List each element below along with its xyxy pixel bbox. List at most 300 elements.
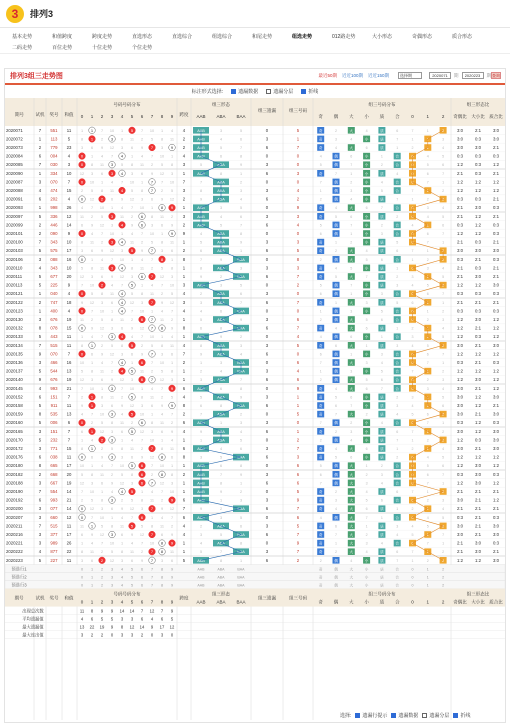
row-sum: 11 — [66, 557, 72, 563]
dist2-miss: 3 — [442, 378, 445, 383]
dist2-miss: 2 — [319, 378, 322, 383]
opt-missing-data[interactable]: 遗漏数据 — [231, 88, 258, 95]
dist-miss: 11 — [170, 343, 174, 348]
dist2-miss: 3 — [350, 369, 353, 374]
dist2-label: 0 — [411, 378, 414, 383]
dist2-miss: 2 — [335, 490, 337, 495]
dist2-label: 2 — [442, 438, 445, 443]
dist-miss: 5 — [140, 524, 144, 529]
dist2-miss: 3 — [350, 309, 353, 314]
hdr-form-2: BAA — [236, 114, 246, 119]
dist2-miss: 4 — [319, 335, 322, 340]
dist2-miss: 7 — [380, 386, 383, 391]
from-issue-input[interactable]: 2020071 — [429, 72, 451, 79]
dist2-miss: 5 — [350, 266, 353, 271]
dist-miss: 2 — [100, 240, 104, 245]
row-span: 3 — [182, 213, 186, 219]
recent50-link[interactable]: 最近50期 — [318, 72, 337, 78]
summary-digit: 3 — [110, 583, 114, 588]
form-label: ABA — [217, 266, 225, 271]
dist-miss: 6 — [80, 429, 84, 434]
nav-link-10[interactable]: 奇偶形态 — [412, 34, 433, 40]
form-miss: 8 — [219, 481, 223, 486]
nav-link-9[interactable]: 大小形态 — [372, 34, 393, 40]
dist-miss: 9 — [170, 223, 174, 228]
dist2-label: 合 — [395, 352, 399, 357]
form-miss: 5 — [219, 146, 223, 151]
checkbox-icon[interactable] — [266, 89, 271, 94]
dist-ball-num: 2 — [100, 282, 104, 288]
dist-miss: 2 — [170, 214, 174, 219]
dist-ball-num: 7 — [150, 299, 154, 305]
stats-val: 9 — [110, 608, 114, 614]
dist-ball-num: 8 — [160, 540, 164, 546]
form-miss: 7 — [219, 550, 223, 555]
form-miss: 9 — [219, 335, 223, 340]
row-sum: 12 — [66, 213, 72, 219]
dist2-label: 合 — [395, 386, 399, 391]
dist2-label: 小 — [364, 352, 369, 357]
dist-miss: 9 — [110, 481, 114, 486]
dist2-label: 奇 — [318, 524, 323, 529]
dist2-miss: 3 — [365, 361, 368, 366]
nav-link-4[interactable]: 直选综合 — [172, 34, 193, 40]
checkbox-icon[interactable] — [231, 89, 236, 94]
row-test: 3 — [38, 428, 42, 434]
row-sum: 6 — [67, 420, 71, 426]
dist-miss: 6 — [170, 249, 174, 254]
dist-miss: 8 — [100, 292, 104, 297]
dist-ball-num: 9 — [170, 145, 174, 151]
dist-miss: 11 — [130, 137, 134, 142]
nav-link-14[interactable]: 十位走势 — [92, 45, 113, 51]
row-g3miss: 3 — [265, 317, 269, 323]
dist2-miss: 4 — [380, 361, 383, 366]
form-miss: 1 — [239, 249, 243, 254]
dist-miss: 5 — [80, 369, 84, 374]
dist2-miss: 1 — [380, 515, 383, 520]
form-label: AAB — [197, 515, 205, 520]
dist2-label: 2 — [442, 558, 445, 563]
footer-opt3[interactable]: 遗漏分层 — [422, 712, 449, 719]
nav-link-12[interactable]: 二码走势 — [12, 45, 33, 51]
form-miss: 3 — [199, 455, 203, 460]
row-ratio: 0:3 — [493, 205, 499, 211]
dist2-miss: 1 — [442, 180, 445, 185]
nav-link-2[interactable]: 跨度走势 — [92, 34, 113, 40]
dist2-label: 奇 — [318, 128, 323, 133]
dist-ball-num: 7 — [150, 549, 154, 555]
dist-miss: 12 — [109, 249, 115, 254]
nav-link-5[interactable]: 组选综合 — [212, 34, 233, 40]
dist-miss: 5 — [110, 550, 114, 555]
row-ratio: 1:2 — [457, 317, 463, 323]
to-issue-input[interactable]: 2020223 — [462, 72, 484, 79]
dist-miss: 7 — [110, 154, 114, 159]
dist2-miss: 6 — [411, 300, 414, 305]
form-label: AAB — [197, 335, 205, 340]
dist2-label: 偶 — [334, 378, 338, 383]
dist-miss: 11 — [100, 369, 104, 374]
form-miss: 8 — [239, 464, 243, 469]
stats-label: 最大连出值 — [22, 632, 44, 638]
stats-val: 12 — [129, 624, 135, 630]
row-prize: 334 — [50, 170, 58, 176]
dist-miss: 4 — [150, 490, 154, 495]
dist-miss: 4 — [110, 490, 114, 495]
dist2-miss: 4 — [350, 197, 353, 202]
stats-hdr-dist2-col: 奇 — [318, 599, 323, 605]
row-prize: 443 — [50, 334, 58, 340]
form-label: ABA — [217, 163, 225, 168]
dist2-label: 偶 — [334, 438, 338, 443]
dist2-label: 0 — [411, 309, 414, 314]
dist-miss: 9 — [130, 533, 134, 538]
dist-miss: 11 — [160, 214, 164, 219]
row-sum: 5 — [67, 136, 71, 142]
row-span: 3 — [182, 188, 186, 194]
row-g3miss: 6 — [265, 274, 269, 280]
dist-miss: 8 — [110, 318, 114, 323]
dist2-miss: 7 — [426, 361, 429, 366]
dist2-miss: 2 — [442, 189, 445, 194]
stats-hdr-ratio-col: 质合比 — [489, 599, 503, 605]
dist-miss: 10 — [159, 464, 165, 469]
dist2-label: 大 — [349, 326, 354, 331]
dist2-label: 1 — [426, 189, 429, 194]
stats-hdr-dist: 号码号码分布 — [113, 591, 141, 597]
dist2-miss: 5 — [396, 300, 399, 305]
form-label: BAA — [237, 455, 245, 460]
dist2-miss: 1 — [426, 309, 429, 314]
row-issue: 2020099 — [6, 222, 23, 228]
row-g3prize: 5 — [296, 411, 300, 417]
form-miss: 2 — [199, 369, 203, 374]
dist2-miss: 7 — [380, 206, 383, 211]
row-g3miss: 3 — [265, 523, 269, 529]
dist2-miss: 1 — [396, 507, 399, 512]
dist2-miss: 7 — [396, 558, 399, 563]
summary-dist2: 合 — [395, 583, 399, 588]
dist-miss: 8 — [110, 524, 114, 529]
dist-miss: 10 — [149, 232, 155, 237]
row-ratio: 2:1 — [457, 205, 463, 211]
dist-ball-num: 7 — [150, 248, 154, 254]
dist-miss: 1 — [100, 490, 104, 495]
nav-link-3[interactable]: 直选形态 — [132, 34, 153, 40]
dist-miss: 4 — [170, 128, 174, 133]
dist2-label: 偶 — [334, 421, 338, 426]
dist-miss: 8 — [110, 421, 114, 426]
dist-miss: 9 — [120, 507, 124, 512]
dist-miss: 12 — [109, 146, 115, 151]
dist-miss: 11 — [160, 421, 164, 426]
summary-dist2: 1 — [426, 567, 429, 572]
row-sum: 11 — [66, 454, 72, 460]
dist2-label: 2 — [442, 283, 445, 288]
nav-link-13[interactable]: 百位走势 — [52, 45, 73, 51]
dist2-miss: 2 — [411, 146, 414, 151]
dist-miss: 10 — [89, 283, 95, 288]
dist-miss: 1 — [160, 335, 164, 340]
dist-miss: 2 — [130, 214, 134, 219]
row-sum: 15 — [66, 188, 72, 194]
dist2-label: 偶 — [334, 292, 338, 297]
dist-miss: 6 — [120, 429, 124, 434]
row-sum: 10 — [66, 170, 72, 176]
dist2-miss: 4 — [396, 412, 399, 417]
dist2-label: 0 — [411, 180, 414, 185]
nav-link-1[interactable]: 和值跨度 — [52, 34, 73, 40]
row-span: 2 — [182, 136, 186, 142]
row-test: 1 — [38, 291, 42, 297]
row-sum: 14 — [66, 506, 72, 512]
dist-miss: 8 — [140, 395, 144, 400]
summary-digit: 2 — [100, 583, 104, 588]
row-prize: 993 — [50, 497, 58, 503]
dist-ball-num: 2 — [100, 196, 104, 202]
row-g3miss: 3 — [265, 239, 269, 245]
row-span: 8 — [182, 403, 186, 409]
dist-miss: 7 — [100, 232, 104, 237]
form-miss: 3 — [239, 343, 243, 348]
dist-ball-num: 7 — [150, 145, 154, 151]
dist-miss: 1 — [80, 541, 84, 546]
stats-val: 2 — [140, 632, 144, 638]
dist-miss: 3 — [140, 197, 144, 202]
stats-label: 出现总次数 — [22, 608, 44, 614]
footer-opt2[interactable]: 遗漏数据 — [391, 712, 418, 719]
summary-dist2: 偶 — [334, 567, 338, 572]
row-ratio: 1:2 — [475, 368, 481, 374]
dist2-miss: 4 — [442, 447, 445, 452]
row-ratio: 3:0 — [457, 145, 463, 151]
dist2-miss: 6 — [442, 404, 445, 409]
row-g3prize: 8 — [296, 256, 300, 262]
dist2-label: 奇 — [318, 214, 323, 219]
form-label: BAA — [237, 550, 245, 555]
row-prize: 151 — [50, 394, 58, 400]
checkbox-icon[interactable] — [301, 89, 306, 94]
dist-miss: 5 — [130, 189, 134, 194]
row-prize: 779 — [50, 145, 58, 151]
dist-miss: 7 — [110, 464, 114, 469]
form-label: AAB — [197, 421, 205, 426]
row-ratio: 1:2 — [457, 377, 463, 383]
dist2-miss: 7 — [335, 533, 337, 538]
row-prize: 668 — [50, 471, 58, 477]
row-test: 7 — [38, 127, 42, 133]
dist2-label: 大 — [349, 481, 354, 486]
dist2-label: 偶 — [334, 361, 338, 366]
dist-miss: 2 — [140, 343, 144, 348]
stats-hdr-digit: 7 — [150, 599, 154, 605]
dist2-miss: 3 — [442, 318, 445, 323]
opt-missing-layer[interactable]: 遗漏分层 — [266, 88, 293, 95]
summary-dist2: 0 — [411, 567, 414, 572]
dist-miss: 6 — [100, 378, 104, 383]
dist-miss: 3 — [170, 378, 174, 383]
dist-miss: 7 — [160, 490, 164, 495]
row-ratio: 0:3 — [475, 170, 481, 176]
row-issue: 2020073 — [6, 145, 23, 151]
row-prize: 771 — [50, 446, 58, 452]
dist-miss: 9 — [100, 146, 104, 151]
dist-miss: 6 — [120, 533, 124, 538]
row-span: 2 — [182, 360, 186, 366]
row-prize: 989 — [50, 540, 58, 546]
dist2-miss: 1 — [350, 352, 353, 357]
row-sum: 17 — [66, 463, 72, 469]
dist2-label: 奇 — [318, 404, 323, 409]
stats-val: 6 — [90, 616, 94, 622]
nav-link-11[interactable]: 质合形态 — [452, 34, 473, 40]
footer-opt4[interactable]: 折线 — [453, 712, 470, 719]
row-g3prize: 5 — [296, 523, 300, 529]
dist-miss: 8 — [150, 524, 154, 529]
row-test: 7 — [38, 523, 42, 529]
form-miss: 8 — [239, 541, 243, 546]
row-span: 5 — [182, 557, 186, 563]
row-span: 8 — [182, 325, 186, 331]
dist2-label: 合 — [395, 189, 399, 194]
dist-miss: 10 — [149, 335, 155, 340]
stats-hdr-digit: 5 — [130, 599, 134, 605]
nav-link-6[interactable]: 和尾走势 — [252, 34, 273, 40]
period-select[interactable]: 选择期 — [398, 72, 422, 79]
row-ratio: 3:0 — [457, 411, 463, 417]
row-g3miss: 0 — [265, 127, 269, 133]
dist-miss: 12 — [79, 171, 85, 176]
row-ratio: 3:0 — [475, 248, 481, 254]
summary-form: BAA — [237, 583, 245, 588]
recent150-link[interactable]: 近近150期 — [367, 72, 389, 78]
query-button[interactable]: 查询 — [492, 73, 500, 78]
checkbox-icon[interactable] — [453, 713, 458, 718]
row-g3prize: 6 — [296, 463, 300, 469]
dist-miss: 3 — [170, 171, 174, 176]
summary-digit: 4 — [120, 583, 124, 588]
dist2-miss: 4 — [380, 180, 383, 185]
row-g3miss: 6 — [265, 532, 269, 538]
dist-miss: 8 — [120, 137, 124, 142]
row-sum: 11 — [66, 523, 72, 529]
dist-miss: 10 — [149, 541, 155, 546]
row-g3miss: 3 — [265, 342, 269, 348]
dist-miss: 9 — [170, 326, 174, 331]
row-ratio: 3:0 — [457, 446, 463, 452]
dist-miss: 5 — [80, 266, 84, 271]
row-span: 1 — [182, 317, 186, 323]
row-span: 4 — [182, 291, 186, 297]
chart-panel — [4, 68, 506, 723]
opt-polyline[interactable]: 折线 — [301, 88, 318, 95]
row-span: 2 — [182, 248, 186, 254]
dist-miss: 9 — [120, 404, 124, 409]
row-ratio: 3:0 — [457, 127, 463, 133]
row-ratio: 2:1 — [475, 342, 481, 348]
dist-miss: 10 — [149, 438, 155, 443]
row-ratio: 0:3 — [493, 360, 499, 366]
nav-link-7[interactable]: 组选走势 — [292, 34, 313, 40]
row-span: 9 — [182, 231, 186, 237]
nav-link-0[interactable]: 基本走势 — [12, 34, 33, 40]
dist2-miss: 6 — [380, 378, 383, 383]
dist2-label: 0 — [411, 240, 414, 245]
footer-opt1[interactable]: 遗漏行提示 — [355, 712, 387, 719]
row-issue: 2020188 — [6, 480, 23, 486]
form-miss: 6 — [239, 137, 243, 142]
row-ratio: 0:3 — [475, 334, 481, 340]
hdr-form: 组三形态 — [212, 102, 230, 107]
row-span: 6 — [182, 514, 186, 520]
dist2-miss: 6 — [365, 507, 368, 512]
dist2-miss: 3 — [411, 335, 414, 340]
dist-miss: 9 — [110, 378, 114, 383]
row-issue: 2020133 — [6, 334, 23, 340]
nav-link-15[interactable]: 个位走势 — [132, 45, 153, 51]
dist-miss: 11 — [130, 550, 134, 555]
dist-ball-num: 4 — [120, 360, 124, 366]
dist2-miss: 5 — [335, 275, 337, 280]
recent100-link[interactable]: 近近100期 — [341, 72, 363, 78]
row-ratio: 1:2 — [457, 368, 463, 374]
form-label: AAB — [197, 154, 205, 159]
dist-miss: 5 — [110, 447, 114, 452]
checkbox-icon[interactable] — [355, 713, 360, 718]
dist2-label: 质 — [380, 438, 384, 443]
checkbox-icon[interactable] — [422, 713, 427, 718]
hdr-dist2-1: 偶 — [333, 114, 339, 119]
row-test: 1 — [38, 205, 42, 211]
row-ratio: 3:0 — [457, 394, 463, 400]
stats-label: 平均遗漏值 — [22, 616, 44, 622]
dist-miss: 7 — [160, 386, 164, 391]
form-miss: 6 — [239, 214, 243, 219]
row-ratio: 1:2 — [457, 282, 463, 288]
checkbox-icon[interactable] — [391, 713, 396, 718]
row-issue: 2020221 — [6, 540, 23, 546]
row-prize: 474 — [50, 188, 58, 194]
form-miss: 8 — [219, 558, 223, 563]
row-ratio: 2:1 — [475, 256, 481, 262]
row-g3miss: 6 — [265, 222, 269, 228]
stats-val: 12 — [169, 624, 175, 630]
dist2-label: 质 — [380, 275, 384, 280]
dist-miss: 11 — [150, 292, 154, 297]
stats-val: 6 — [160, 616, 164, 622]
form-miss: 4 — [199, 541, 203, 546]
form-miss: 7 — [199, 412, 203, 417]
dist2-miss: 6 — [319, 472, 322, 477]
dist-miss: 7 — [140, 232, 144, 237]
summary-form: ABA — [217, 575, 225, 580]
row-g3miss: 3 — [265, 446, 269, 452]
dist-miss: 1 — [80, 335, 84, 340]
dist2-label: 合 — [395, 515, 399, 520]
row-issue: 2020091 — [6, 196, 23, 202]
dist2-label: 合 — [395, 498, 399, 503]
row-prize: 088 — [50, 256, 58, 262]
dist-miss: 1 — [90, 464, 94, 469]
dist-miss: 4 — [90, 232, 94, 237]
dist2-miss: 5 — [335, 214, 337, 219]
dist-miss: 1 — [120, 438, 124, 443]
dist-miss: 2 — [140, 137, 144, 142]
dist-miss: 5 — [150, 343, 154, 348]
nav-link-8[interactable]: 012路走势 — [332, 34, 356, 40]
dist-miss: 3 — [140, 404, 144, 409]
